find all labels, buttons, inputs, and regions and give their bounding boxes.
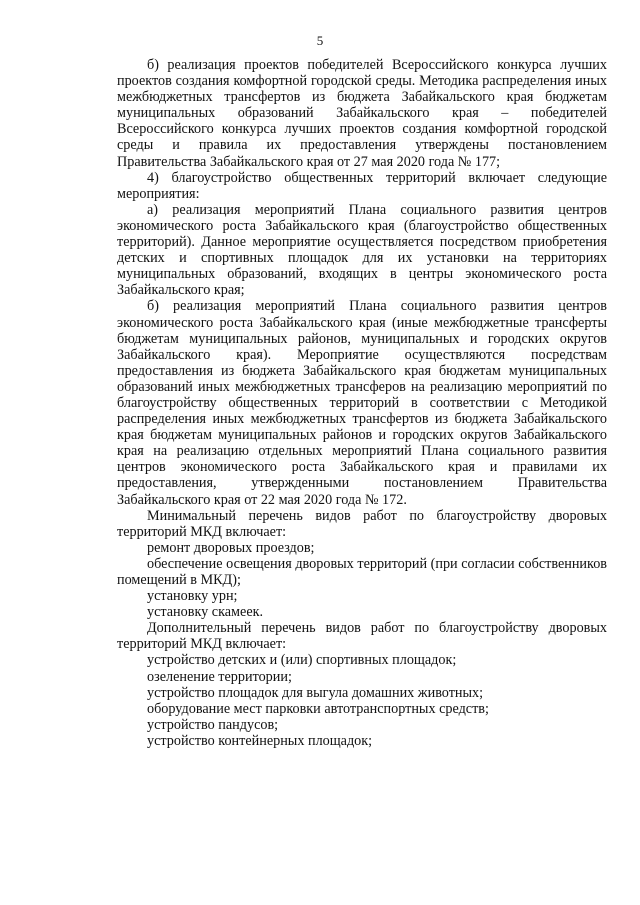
list-item: устройство пандусов; bbox=[147, 716, 279, 733]
list-item: устройство площадок для выгула домашних животных; bbox=[147, 684, 484, 701]
list-item: оборудование мест парковки автотранспортных средств; bbox=[147, 700, 489, 717]
list-item: устройство контейнерных площадок; bbox=[147, 732, 373, 749]
list-item: ремонт дворовых проездов; bbox=[147, 539, 315, 556]
paragraph-a-growth-centers: а) реализация мероприятий Плана социального развития центров экономического роста Забайкальского края (благоустройство общественных территорий). Данное мероприятие осуществляется посредством приобретения детских и спортивных площадок для их установки на территориях муниципальных образований, входящих в центры экономического роста Забайкальского края; bbox=[117, 201, 607, 299]
paragraph-4-public-territories: 4) благоустройство общественных территорий включает следующие мероприятия: bbox=[117, 169, 607, 202]
page-number: 5 bbox=[316, 33, 324, 48]
paragraph-minimal-list: Минимальный перечень видов работ по благоустройству дворовых территорий МКД включает: bbox=[117, 507, 607, 540]
paragraph-additional-list: Дополнительный перечень видов работ по благоустройству дворовых территорий МКД включает: bbox=[117, 620, 607, 653]
list-item: устройство детских и (или) спортивных площадок; bbox=[147, 652, 457, 669]
list-item: установку скамеек. bbox=[147, 604, 264, 621]
list-item: установку урн; bbox=[147, 588, 238, 605]
list-item: озеленение территории; bbox=[147, 668, 292, 685]
document-body bbox=[117, 57, 607, 749]
paragraph-b-winners: б) реализация проектов победителей Всероссийского конкурса лучших проектов создания комфортной городской среды. Методика распределения иных межбюджетных трансфертов из бюджета Забайкальского края бюджетам муниципальных образований Забайкальского края – победителей Всероссийского конкурса лучших проектов создания комфортной городской среды и правила их предоставления утверждены постановлением Правительства Забайкальского края от 27 мая 2020 года № 177; bbox=[117, 57, 607, 170]
list-item: обеспечение освещения дворовых территорий (при согласии собственников помещений в МКД); bbox=[117, 555, 607, 588]
paragraph-b-growth-centers: б) реализация мероприятий Плана социального развития центров экономического роста Забайкальского края (иные межбюджетные трансферты бюджетам муниципальных районов, муниципальных и городских округов Забайкальского края). Мероприятие осуществляются посредствам предоставления из бюджета Забайкальского края бюджетам муниципальных образований иных межбюджетных трансферов на реализацию мероприятий по благоустройству общественных территорий в соответствии с Методикой распределения иных межбюджетных трансфертов из бюджета Забайкальского края бюджетам муниципальных районов и городских округов Забайкальского края на реализацию отдельных мероприятий Плана социального развития центров экономического роста Забайкальского края и правилами их предоставления, утвержденными постановлением Правительства Забайкальского края от 22 мая 2020 года № 172. bbox=[117, 298, 607, 508]
